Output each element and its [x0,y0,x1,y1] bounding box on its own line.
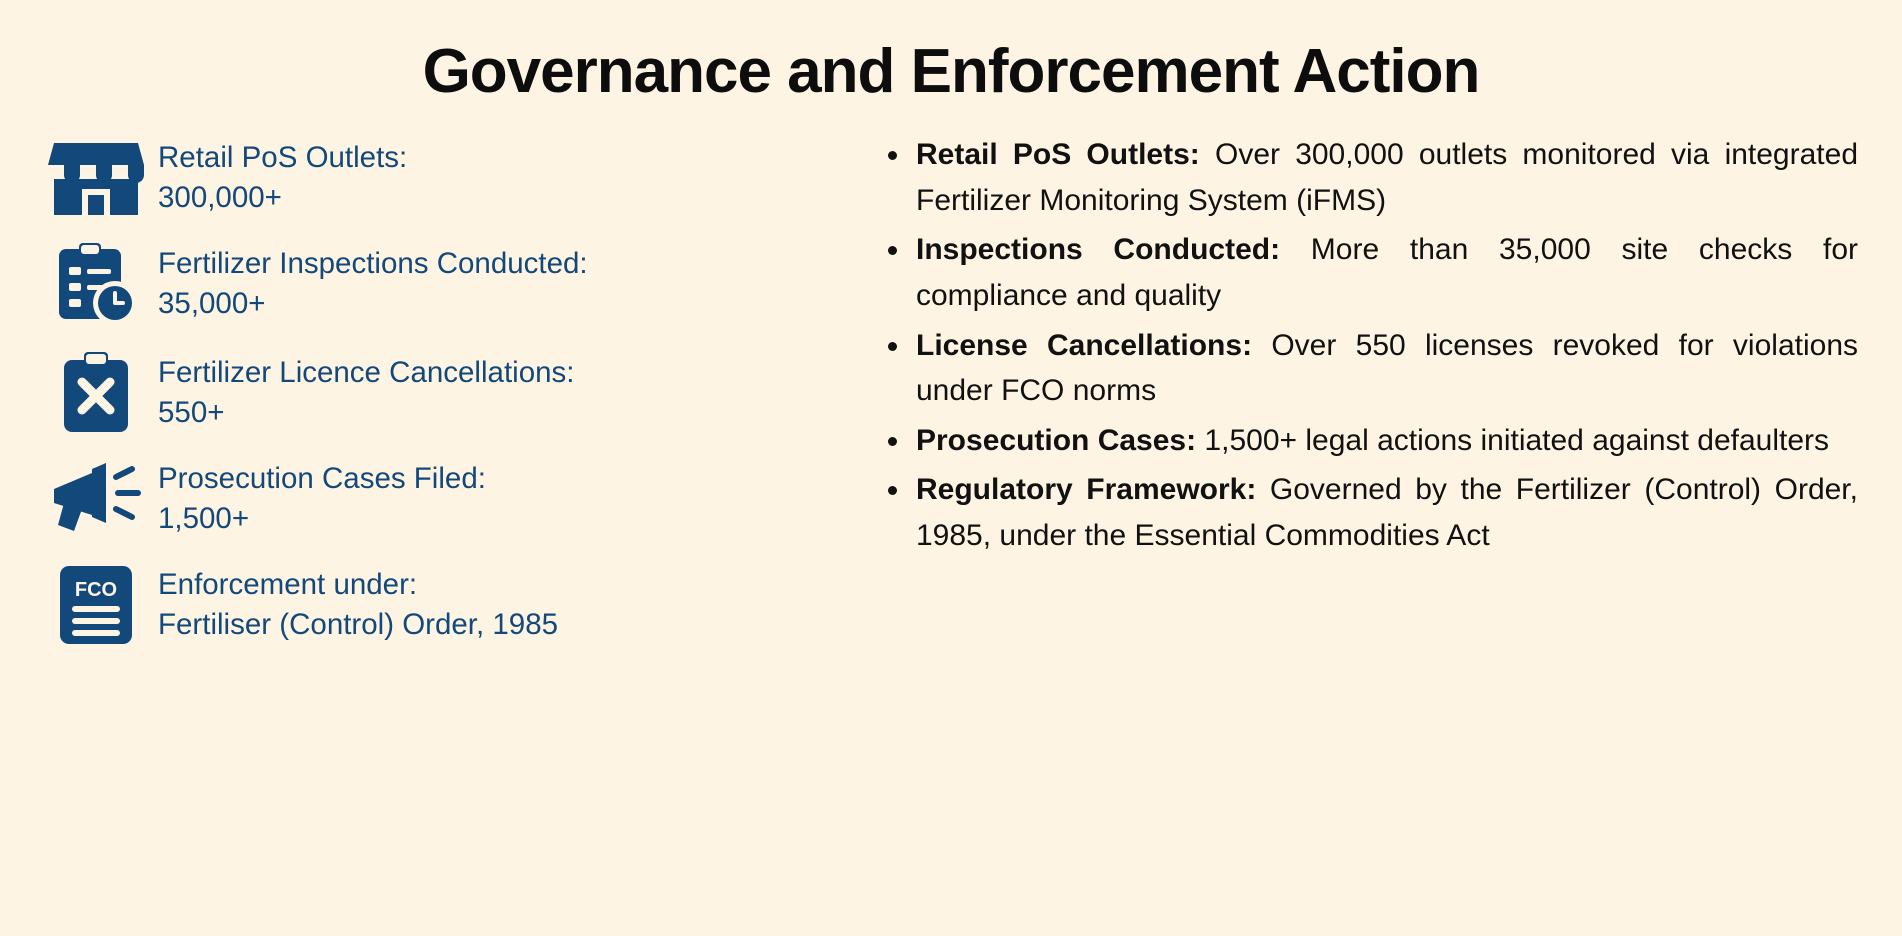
stat-value: 300,000+ [158,181,282,214]
stat-value: 550+ [158,395,225,429]
stat-row [44,350,834,436]
megaphone-icon [44,459,148,539]
list-item [910,467,1858,558]
stat-label: Enforcement under: [158,568,418,601]
list-item [910,227,1858,318]
stat-value: 1,500+ [158,501,250,535]
stat-row [44,459,834,539]
bullet-text: Governed by the Fertilizer (Control) Order, 1985, under the Essential Commodities Act [916,473,1858,552]
stat-label: Fertilizer Licence Cancellations: [158,356,575,389]
bullet-label: Regulatory Framework: [916,473,1257,507]
stat-row [44,562,834,648]
stats-column [44,130,834,671]
page-title: Governance and Enforcement Action [422,37,1480,106]
stat-label: Retail PoS Outlets: [158,141,408,175]
stat-label: Prosecution Cases Filed: [158,462,486,495]
clipboard-checklist-clock-icon [44,241,148,327]
list-item [910,323,1858,414]
stat-text [148,565,558,645]
stat-value: Fertiliser (Control) Order, 1985 [158,607,559,641]
bullet-text: Over 300,000 outlets monitored via integrated Fertilizer Monitoring System (iFMS) [916,138,1858,217]
stat-text [148,244,588,324]
stat-row [44,241,834,327]
stat-row [44,138,834,218]
content-area [0,106,1902,671]
stat-text [148,459,486,539]
bullets-column [834,130,1858,671]
stat-label: Fertilizer Inspections Conducted: [158,247,588,280]
bullet-text: More than 35,000 site checks for compliance and quality [916,233,1858,312]
bullet-list [876,132,1858,558]
fco-document-icon [44,562,148,648]
list-item [910,418,1858,464]
stat-text [148,138,407,218]
stat-text [148,353,574,433]
bullet-label: Prosecution Cases: [916,423,1197,457]
bullet-text: 1,500+ legal actions initiated against defaulters [1196,423,1830,457]
bullet-label: License Cancellations: [916,328,1253,362]
bullet-label: Retail PoS Outlets: [916,138,1200,172]
svg-text:FCO: FCO [74,578,118,601]
bullet-label: Inspections Conducted: [916,233,1281,267]
stat-value: 35,000+ [158,286,266,320]
storefront-icon [44,139,148,217]
list-item [910,132,1858,223]
bullet-text: Over 550 licenses revoked for violations under FCO norms [916,328,1859,408]
clipboard-cancel-icon [44,350,148,436]
